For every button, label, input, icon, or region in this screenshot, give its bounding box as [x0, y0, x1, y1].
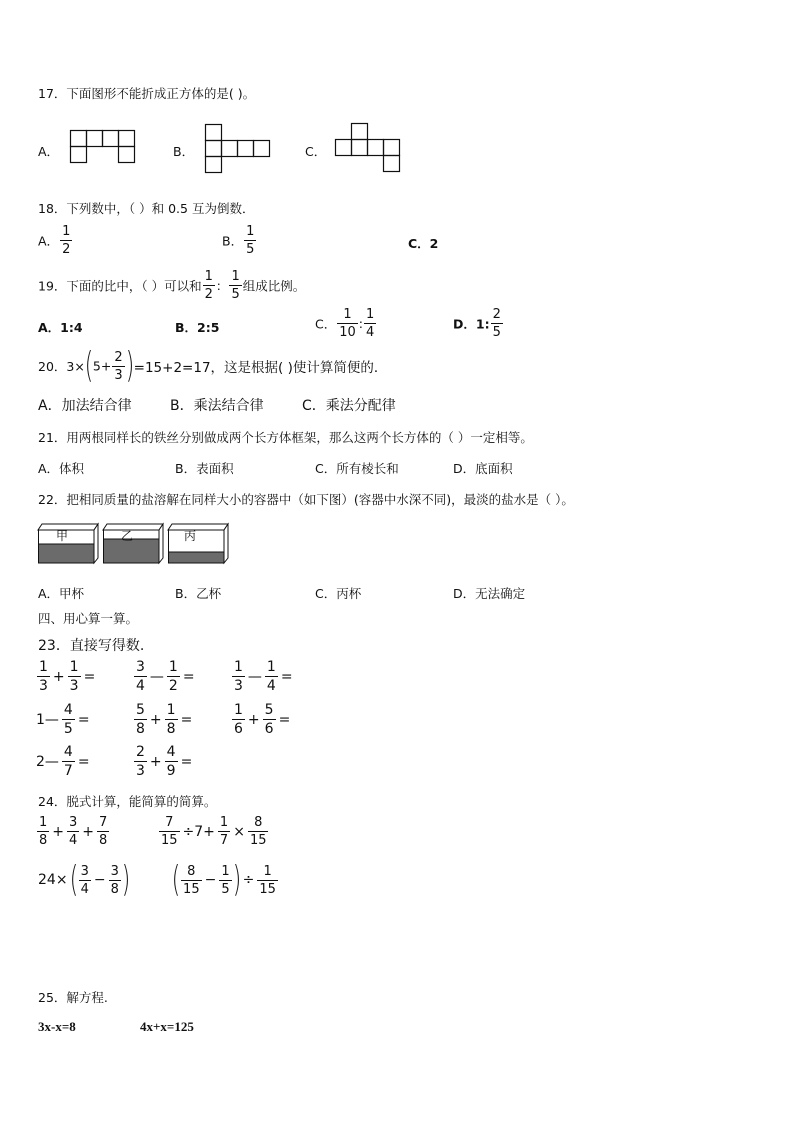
- q23-item-8: $\frac{2}{3}$ + $\frac{4}{9}$ =: [136, 744, 193, 779]
- q23-stem: 23．直接写得数.: [38, 638, 145, 654]
- q23-item-3: $\frac{1}{3}$ — $\frac{1}{4}$ =: [234, 659, 293, 694]
- q24-expr-3: 24×( $\frac{3}{4}$ − $\frac{3}{8}$ ): [38, 859, 131, 900]
- q22-option-b: B．乙杯: [175, 586, 222, 601]
- section-4-heading: 四、用心算一算。: [38, 611, 139, 626]
- q17-option-a-net: [70, 130, 138, 164]
- q25-equation-1: 3x-x=8: [38, 1019, 76, 1034]
- q20-option-a: A．加法结合律: [38, 398, 132, 414]
- q23-item-6: $\frac{1}{6}$ + $\frac{5}{6}$ =: [234, 702, 291, 737]
- q17-option-c-label: C．: [305, 144, 327, 159]
- q17-stem: 17．下面图形不能折成正方体的是( )。: [38, 86, 256, 101]
- q19-stem: 19．下面的比中，（ ）可以和 $\frac{1}{2}$ ： $\frac{1}{5}$ 组成比例。: [38, 269, 306, 302]
- q18-option-b: B． $\frac{1}{5}$: [222, 224, 255, 257]
- q23-item-4: 1— $\frac{4}{5}$ =: [36, 702, 90, 737]
- q19-option-a: A．1:4: [38, 320, 83, 335]
- q25-equation-2: 4x+x=125: [140, 1019, 194, 1034]
- q24-expr-4: ( $\frac{8}{15}$ − $\frac{1}{5}$ ) ÷ $\frac{1}{15}$: [171, 859, 276, 900]
- q19-option-d: D．1: $\frac{2}{5}$: [453, 307, 501, 340]
- cup-jia-label: 甲: [56, 529, 69, 543]
- q17-option-b-label: B．: [173, 144, 195, 159]
- q20-option-b: B．乘法结合律: [170, 398, 264, 414]
- q23-item-2: $\frac{3}{4}$ — $\frac{1}{2}$ =: [136, 659, 195, 694]
- q19-option-c: C． $\frac{1}{10}$ : $\frac{1}{4}$: [315, 307, 375, 340]
- q18-option-c: C．2: [408, 236, 439, 251]
- q18-option-a: A． $\frac{1}{2}$: [38, 224, 71, 257]
- q23-item-5: $\frac{5}{8}$ + $\frac{1}{8}$ =: [136, 702, 193, 737]
- q21-stem: 21．用两根同样长的铁丝分别做成两个长方体框架，那么这两个长方体的（ ）一定相等。: [38, 430, 533, 445]
- cup-jia: [38, 520, 100, 564]
- q21-option-c: C．所有棱长和: [315, 461, 399, 476]
- q19-option-b: B．2:5: [175, 320, 220, 335]
- q24-expr-1: $\frac{1}{8}$ + $\frac{3}{4}$ + $\frac{7}{8}$: [39, 815, 108, 848]
- cup-yi-label: 乙: [121, 529, 134, 543]
- q21-option-a: A．体积: [38, 461, 85, 476]
- q22-stem: 22．把相同质量的盐溶解在同样大小的容器中（如下图）(容器中水深不同)，最淡的盐水是（ ）。: [38, 492, 574, 507]
- q17-option-c-net: [335, 123, 403, 173]
- q23-item-1: $\frac{1}{3}$ + $\frac{1}{3}$ =: [39, 659, 96, 694]
- q21-option-d: D．底面积: [453, 461, 513, 476]
- q21-option-b: B．表面积: [175, 461, 234, 476]
- cup-yi: [103, 520, 165, 564]
- q20-stem: 20．3×(5+ $\frac{2}{3}$ )=15+2=17，这是根据( )使计算简便的．: [38, 345, 388, 386]
- q22-option-c: C．丙杯: [315, 586, 362, 601]
- q22-option-d: D．无法确定: [453, 586, 526, 601]
- q17-option-a-label: A．: [38, 144, 60, 159]
- q17-option-b-net: [205, 124, 273, 174]
- q24-stem: 24．脱式计算，能简算的简算。: [38, 794, 217, 809]
- cup-bing-label: 丙: [184, 529, 197, 543]
- q22-option-a: A．甲杯: [38, 586, 85, 601]
- q20-option-c: C．乘法分配律: [302, 398, 396, 414]
- q24-expr-2: $\frac{7}{15}$ ÷7+ $\frac{1}{7}$ × $\frac{8}{15}$: [161, 815, 267, 848]
- cup-bing: [168, 520, 230, 564]
- q23-item-7: 2— $\frac{4}{7}$ =: [36, 744, 90, 779]
- q18-stem: 18．下列数中，（ ）和 0.5 互为倒数．: [38, 201, 255, 216]
- q25-stem: 25．解方程.: [38, 990, 108, 1005]
